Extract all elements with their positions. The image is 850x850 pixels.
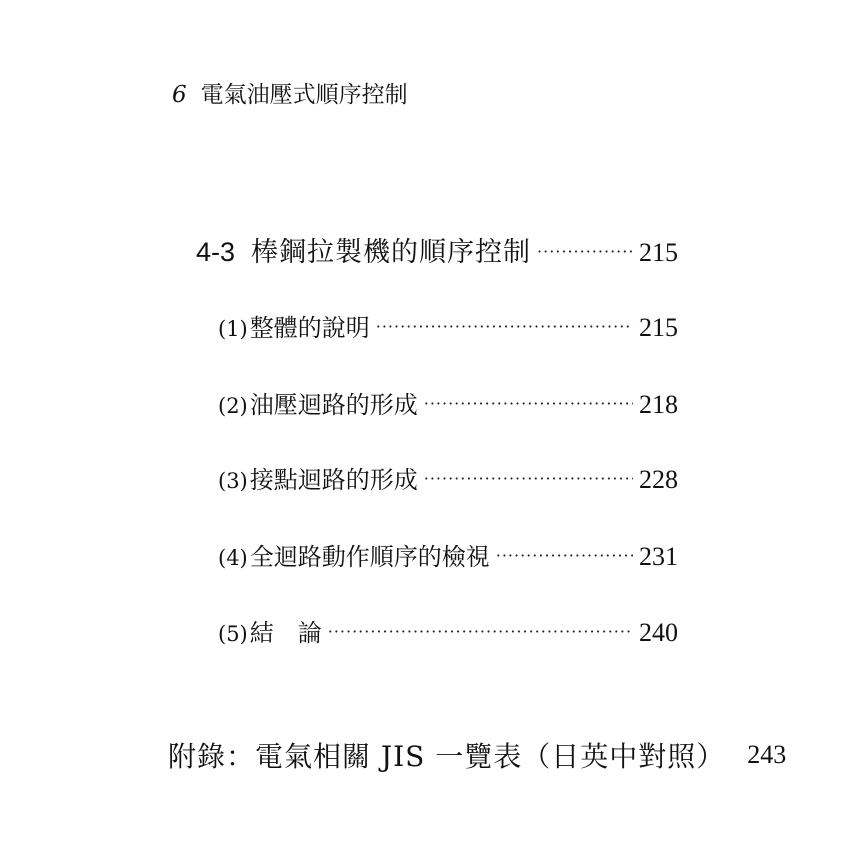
subsection-title: 結 論	[249, 619, 322, 647]
dot-leader	[424, 394, 633, 413]
dot-leader	[376, 317, 633, 336]
toc-appendix-entry[interactable]	[168, 735, 787, 775]
toc-subsection-entry-5[interactable]	[218, 613, 678, 648]
running-header	[172, 76, 408, 109]
dot-leader	[496, 546, 633, 565]
subsection-page: 218	[639, 390, 678, 419]
subsection-page: 240	[639, 618, 678, 647]
subsection-marker: (4)	[218, 546, 248, 570]
subsection-page: 215	[639, 313, 678, 342]
subsection-title: 接點迴路的形成	[249, 466, 418, 494]
toc-subsection-entry-4[interactable]	[218, 537, 678, 572]
dot-leader	[424, 469, 633, 488]
dot-leader	[537, 242, 633, 261]
subsection-title: 全迴路動作順序的檢視	[249, 543, 490, 571]
appendix-page: 243	[747, 740, 787, 769]
toc-subsection-entry-1[interactable]	[218, 308, 678, 343]
section-page: 215	[639, 238, 678, 267]
appendix-title: 附錄：電氣相關 JIS 一覽表（日英中對照）	[168, 740, 726, 773]
header-book-title: 電氣油壓式順序控制	[200, 82, 408, 108]
subsection-page: 231	[639, 542, 678, 571]
toc-section-entry[interactable]	[196, 230, 678, 269]
subsection-page: 228	[639, 465, 678, 494]
subsection-title: 油壓迴路的形成	[249, 391, 418, 419]
section-number: 4-3	[196, 237, 236, 267]
subsection-marker: (3)	[218, 469, 248, 493]
dot-leader	[328, 622, 633, 641]
subsection-marker: (5)	[218, 622, 248, 646]
subsection-marker: (2)	[218, 394, 248, 418]
toc-subsection-entry-2[interactable]	[218, 385, 678, 420]
toc-subsection-entry-3[interactable]	[218, 460, 678, 495]
header-page-number: 6	[172, 82, 187, 108]
subsection-title: 整體的說明	[249, 314, 370, 342]
section-title: 棒鋼拉製機的順序控制	[251, 237, 532, 268]
subsection-marker: (1)	[218, 317, 248, 341]
